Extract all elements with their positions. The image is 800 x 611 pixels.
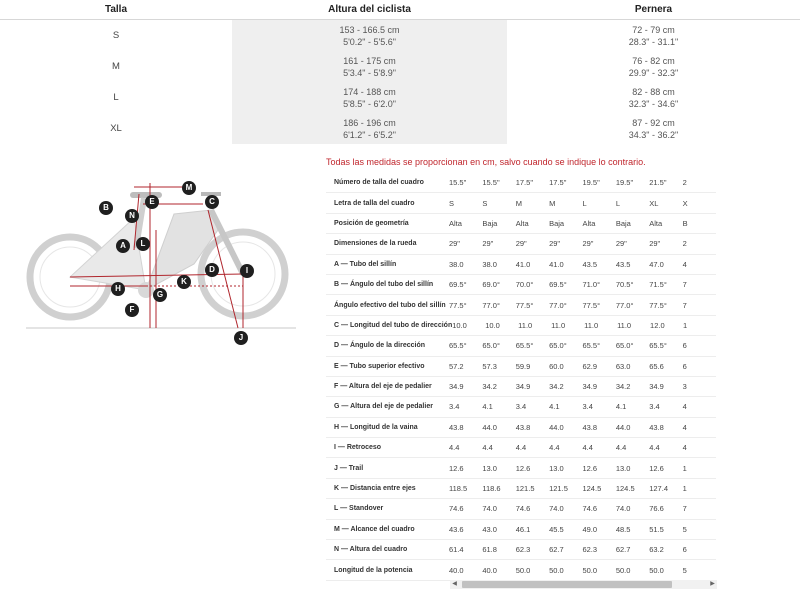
size-row [0, 20, 800, 51]
geometry-value: 69.5° [549, 280, 567, 290]
units-note: Todas las medidas se proporcionan en cm, salvo cuando se indique lo contrario. [326, 157, 646, 167]
geometry-value: 124.5 [582, 484, 602, 494]
geometry-value: 4 [682, 443, 687, 453]
height-cm: 161 - 175 cm [343, 55, 396, 66]
height-cm: 186 - 196 cm [343, 117, 396, 128]
geometry-value: 4.4 [649, 443, 660, 453]
rider-height [232, 51, 507, 82]
bike-diagram-svg [26, 178, 296, 348]
inseam-in: 28.3" - 31.1" [628, 36, 679, 47]
scroll-right-arrow-icon[interactable]: ▶ [710, 581, 715, 587]
geometry-value: 50.0 [549, 565, 564, 575]
geometry-value: 6 [682, 341, 687, 351]
diagram-label-a: A [116, 239, 130, 253]
geometry-value: 57.2 [448, 361, 464, 371]
geometry-value: B [682, 218, 688, 228]
height-in: 5'3.4" - 5'8.9" [343, 67, 396, 78]
geometry-value: 4.1 [549, 402, 560, 412]
geometry-value: 12.6 [649, 463, 664, 473]
diagram-label-h: H [111, 282, 125, 296]
horizontal-scrollbar[interactable] [450, 580, 717, 589]
geometry-value: 74.0 [615, 504, 631, 514]
geometry-row [326, 418, 716, 438]
geometry-value: 40.0 [482, 565, 497, 575]
geometry-row [326, 295, 716, 315]
geometry-value: 71.5° [649, 280, 667, 290]
header-altura: Altura del ciclista [328, 4, 411, 15]
geometry-value: 76.6 [649, 504, 664, 514]
geometry-value: 50.0 [615, 565, 631, 575]
geometry-value: 12.6 [448, 463, 464, 473]
height-in: 5'8.5" - 6'2.0" [343, 98, 396, 109]
geometry-value: 63.0 [615, 361, 631, 371]
geometry-value: L [615, 198, 621, 208]
geometry-value: 60.0 [549, 361, 564, 371]
geometry-value: 3 [682, 382, 687, 392]
diagram-label-e: E [145, 195, 159, 209]
geometry-value: 49.0 [582, 524, 598, 534]
geometry-value: 46.1 [515, 524, 531, 534]
geometry-value: 29" [482, 239, 494, 249]
geometry-row [326, 458, 716, 478]
header-pernera: Pernera [634, 4, 673, 15]
geometry-value: 6 [682, 361, 687, 371]
size-value: XL [110, 122, 122, 134]
inseam-in: 32.3" - 34.6" [628, 98, 679, 109]
geometry-value: 41.0 [515, 259, 531, 269]
geometry-label: M — Alcance del cuadro [334, 525, 415, 533]
geometry-row [326, 357, 716, 377]
geometry-value: 44.0 [615, 422, 631, 432]
geometry-label: J — Trail [334, 464, 364, 472]
size-label [0, 20, 232, 51]
geometry-label: L — Standover [334, 505, 384, 513]
geometry-value: 40.0 [448, 565, 464, 575]
geometry-value: S [448, 198, 454, 208]
size-row [0, 82, 800, 113]
scroll-left-arrow-icon[interactable]: ◀ [452, 581, 457, 587]
geometry-value: 12.0 [650, 320, 665, 330]
geometry-value: 65.6 [649, 361, 664, 371]
geometry-value: 45.5 [549, 524, 564, 534]
geometry-row [326, 377, 716, 397]
geometry-value: 7 [682, 300, 687, 310]
geometry-value: 4.1 [615, 402, 627, 412]
diagram-label-j: J [234, 331, 248, 345]
inseam-cm: 82 - 88 cm [632, 86, 675, 97]
geometry-value: 4.4 [549, 443, 560, 453]
geometry-label: Ángulo efectivo del tubo del sillín [334, 301, 446, 309]
size-table-header [0, 0, 800, 20]
diagram-label-l: L [136, 237, 150, 251]
inseam [507, 51, 800, 82]
diagram-label-c: C [205, 195, 219, 209]
geometry-row [326, 479, 716, 499]
geometry-value: 34.9 [582, 382, 598, 392]
geometry-value: 4.4 [615, 443, 627, 453]
geometry-value: 43.5 [582, 259, 598, 269]
geometry-value: 65.5° [448, 341, 467, 351]
geometry-row [326, 397, 716, 417]
geometry-label: G — Altura del eje de pedalier [334, 403, 433, 411]
geometry-value: 5 [682, 524, 687, 534]
geometry-value: 77.5° [649, 300, 667, 310]
geometry-value: 10.0 [452, 320, 467, 330]
geometry-value: 2 [682, 178, 687, 188]
geometry-label: H — Longitud de la vaina [334, 423, 418, 431]
geometry-value: 12.6 [582, 463, 598, 473]
geometry-value: 127.4 [649, 484, 668, 494]
geometry-value: 62.3 [582, 545, 598, 555]
geometry-value: 13.0 [482, 463, 497, 473]
geometry-value: M [549, 198, 556, 208]
geometry-value: Alta [448, 218, 462, 228]
geometry-value: 61.8 [482, 545, 497, 555]
geometry-value: 17.5" [549, 178, 567, 188]
geometry-row [326, 214, 716, 234]
geometry-value: 121.5 [549, 484, 568, 494]
size-label [0, 82, 232, 113]
geometry-row [326, 560, 716, 580]
geometry-value: 1 [682, 484, 687, 494]
geometry-value: 6 [682, 545, 687, 555]
geometry-value: 29" [615, 239, 627, 249]
geometry-value: 51.5 [649, 524, 664, 534]
geometry-value: 77.0° [549, 300, 567, 310]
geometry-value: 34.2 [482, 382, 497, 392]
geometry-value: 34.2 [549, 382, 564, 392]
geometry-row [326, 520, 716, 540]
geometry-label: E — Tubo superior efectivo [334, 362, 425, 370]
geometry-label: B — Ángulo del tubo del sillín [334, 281, 434, 289]
geometry-value: 77.5° [515, 300, 534, 310]
geometry-value: 12.6 [515, 463, 531, 473]
geometry-value: 74.6 [582, 504, 598, 514]
geometry-value: 3.4 [515, 402, 527, 412]
geometry-value: 13.0 [615, 463, 631, 473]
diagram-label-n: N [125, 209, 139, 223]
geometry-value: 121.5 [515, 484, 535, 494]
geometry-value: 11.0 [518, 320, 533, 330]
geometry-value: 77.0° [615, 300, 634, 310]
geometry-value: 65.5° [649, 341, 667, 351]
inseam-in: 29.9" - 32.3" [628, 67, 679, 78]
scrollbar-thumb[interactable] [462, 581, 672, 588]
geometry-value: 7 [682, 280, 687, 290]
geometry-value: 29" [582, 239, 594, 249]
inseam-in: 34.3" - 36.2" [628, 129, 679, 140]
height-in: 5'0.2" - 5'5.6" [343, 36, 396, 47]
height-cm: 153 - 166.5 cm [339, 24, 400, 35]
geometry-row [326, 316, 716, 336]
rider-height [232, 20, 507, 51]
inseam-cm: 76 - 82 cm [632, 55, 675, 66]
inseam-cm: 87 - 92 cm [632, 117, 675, 128]
geometry-value: 38.0 [482, 259, 497, 269]
geometry-value: 50.0 [515, 565, 531, 575]
size-value: S [112, 29, 120, 41]
geometry-value: 10.0 [485, 320, 500, 330]
size-row [0, 113, 800, 144]
geometry-value: 50.0 [649, 565, 664, 575]
geometry-value: 38.0 [448, 259, 464, 269]
geometry-value: 118.5 [448, 484, 468, 494]
geometry-value: 17.5" [515, 178, 533, 188]
geometry-value: 4 [682, 259, 687, 269]
geometry-value: 19.5" [615, 178, 634, 188]
geometry-value: 13.0 [549, 463, 564, 473]
geometry-row [326, 540, 716, 560]
size-label [0, 51, 232, 82]
geometry-value: 29" [649, 239, 661, 249]
diagram-label-f: F [125, 303, 139, 317]
geometry-row [326, 255, 716, 275]
geometry-value: 1 [683, 320, 688, 330]
geometry-value: 63.2 [649, 545, 664, 555]
geometry-value: 29" [448, 239, 460, 249]
geometry-label: C — Longitud del tubo de dirección [334, 321, 453, 329]
geometry-value: 62.7 [615, 545, 631, 555]
size-table [0, 0, 800, 144]
geometry-label: K — Distancia entre ejes [334, 485, 416, 493]
geometry-value: 69.5° [448, 280, 467, 290]
geometry-value: 34.9 [515, 382, 531, 392]
height-cm: 174 - 188 cm [343, 86, 396, 97]
geometry-value: 15.5" [482, 178, 500, 188]
geometry-value: 65.0° [549, 341, 567, 351]
geometry-value: 71.0° [582, 280, 601, 290]
header-talla: Talla [104, 4, 128, 15]
geometry-value: Alta [582, 218, 596, 228]
diagram-label-m: M [182, 181, 196, 195]
geometry-value: 48.5 [615, 524, 631, 534]
geometry-value: 4.4 [515, 443, 527, 453]
geometry-label: Dimensiones de la rueda [334, 240, 417, 248]
geometry-row [326, 173, 716, 193]
geometry-value: Baja [615, 218, 631, 228]
geometry-value: 43.8 [582, 422, 598, 432]
geometry-row [326, 234, 716, 254]
geometry-row [326, 193, 716, 213]
geometry-label: D — Ángulo de la dirección [334, 342, 426, 350]
geometry-value: 4.4 [448, 443, 460, 453]
geometry-value: 43.8 [448, 422, 464, 432]
geometry-value: 4 [682, 422, 687, 432]
geometry-value: 43.8 [515, 422, 531, 432]
geometry-value: 41.0 [549, 259, 564, 269]
geometry-value: 43.5 [615, 259, 631, 269]
geometry-value: 44.0 [549, 422, 564, 432]
size-value: L [113, 91, 119, 103]
geometry-value: 65.5° [582, 341, 601, 351]
geometry-value: 4 [682, 402, 687, 412]
geometry-value: 2 [682, 239, 687, 249]
geometry-label: Número de talla del cuadro [334, 179, 424, 187]
geometry-value: 1 [682, 463, 687, 473]
size-label [0, 113, 232, 144]
geometry-value: 124.5 [615, 484, 635, 494]
geometry-value: 74.6 [448, 504, 464, 514]
geometry-value: 3.4 [649, 402, 660, 412]
geometry-value: 34.9 [649, 382, 664, 392]
inseam [507, 82, 800, 113]
geometry-label: A — Tubo del sillín [334, 260, 397, 268]
geometry-label: Longitud de la potencia [334, 566, 413, 574]
geometry-value: 11.0 [584, 320, 599, 330]
geometry-value: 44.0 [482, 422, 497, 432]
geometry-label: Letra de talla del cuadro [334, 199, 415, 207]
geometry-row [326, 438, 716, 458]
geometry-value: 43.6 [448, 524, 464, 534]
geometry-value: Alta [649, 218, 663, 228]
geometry-value: 4.1 [482, 402, 493, 412]
rider-height [232, 113, 507, 144]
geometry-label: F — Altura del eje de pedalier [334, 383, 432, 391]
diagram-label-i: I [240, 264, 254, 278]
inseam-cm: 72 - 79 cm [632, 24, 675, 35]
geometry-row [326, 275, 716, 295]
geometry-value: 34.2 [615, 382, 631, 392]
geometry-value: 77.5° [448, 300, 467, 310]
diagram-label-k: K [177, 275, 191, 289]
diagram-label-d: D [205, 263, 219, 277]
geometry-value: 15.5" [448, 178, 467, 188]
geometry-value: L [582, 198, 587, 208]
geometry-row [326, 336, 716, 356]
geometry-value: M [515, 198, 522, 208]
geometry-value: 11.0 [551, 320, 566, 330]
geometry-label: I — Retroceso [334, 444, 382, 452]
geometry-value: 70.0° [515, 280, 534, 290]
geometry-label: N — Altura del cuadro [334, 546, 408, 554]
geometry-diagram [26, 178, 296, 348]
geometry-value: 19.5" [582, 178, 600, 188]
geometry-value: 4.4 [482, 443, 493, 453]
geometry-value: 43.8 [649, 422, 664, 432]
inseam [507, 113, 800, 144]
geometry-value: 65.5° [515, 341, 534, 351]
geometry-value: 118.6 [482, 484, 501, 494]
geometry-value: 62.3 [515, 545, 531, 555]
geometry-value: 34.9 [448, 382, 464, 392]
geometry-value: S [482, 198, 488, 208]
geometry-value: 50.0 [582, 565, 598, 575]
diagram-label-g: G [153, 288, 167, 302]
geometry-value: 3.4 [582, 402, 593, 412]
geometry-value: 29" [549, 239, 561, 249]
geometry-value: 29" [515, 239, 527, 249]
size-value: M [112, 60, 120, 72]
geometry-value: 62.9 [582, 361, 598, 371]
geometry-row [326, 499, 716, 519]
geometry-value: 77.5° [582, 300, 601, 310]
geometry-value: Baja [549, 218, 565, 228]
geometry-value: 74.0 [482, 504, 497, 514]
geometry-value: 62.7 [549, 545, 564, 555]
geometry-value: 61.4 [448, 545, 464, 555]
geometry-value: 70.5° [615, 280, 634, 290]
geometry-value: 65.0° [482, 341, 500, 351]
diagram-label-b: B [99, 201, 113, 215]
geometry-value: Baja [482, 218, 498, 228]
rider-height [232, 82, 507, 113]
geometry-value: 74.0 [549, 504, 564, 514]
geometry-value: 65.0° [615, 341, 634, 351]
geometry-value: X [682, 198, 688, 208]
geometry-value: 21.5" [649, 178, 667, 188]
geometry-value: 3.4 [448, 402, 460, 412]
height-in: 6'1.2" - 6'5.2" [343, 129, 396, 140]
geometry-label: Posición de geometría [334, 219, 409, 227]
geometry-value: 47.0 [649, 259, 664, 269]
geometry-value: 11.0 [617, 320, 632, 330]
geometry-value: 59.9 [515, 361, 531, 371]
size-row [0, 51, 800, 82]
geometry-value: Alta [515, 218, 529, 228]
geometry-value: XL [649, 198, 659, 208]
geometry-value: 4.4 [582, 443, 593, 453]
geometry-value: 57.3 [482, 361, 497, 371]
geometry-value: 74.6 [515, 504, 531, 514]
geometry-value: 5 [682, 565, 687, 575]
inseam [507, 20, 800, 51]
geometry-value: 77.0° [482, 300, 500, 310]
geometry-value: 69.0° [482, 280, 500, 290]
geometry-value: 43.0 [482, 524, 497, 534]
geometry-value: 7 [682, 504, 687, 514]
geometry-table [326, 173, 716, 593]
